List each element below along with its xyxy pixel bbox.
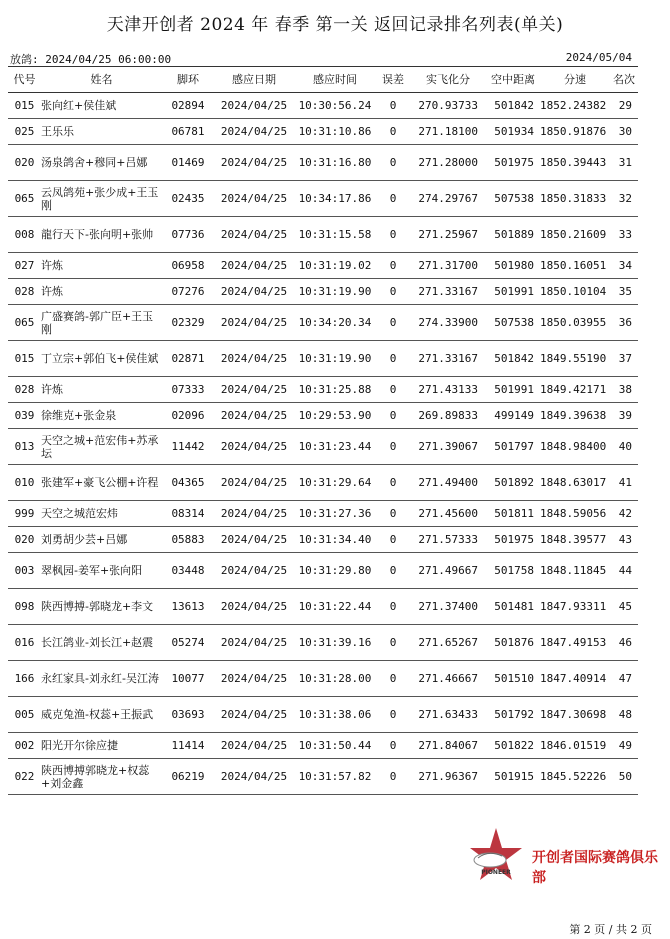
cell-code: 098 — [8, 589, 41, 625]
cell-name: 阳光开尔徐应捷 — [41, 733, 162, 759]
cell-ring: 10077 — [162, 661, 214, 697]
cell-name: 张建军+豪飞公棚+许程 — [41, 465, 162, 501]
cell-rank: 36 — [610, 305, 638, 341]
cell-date: 2024/04/25 — [214, 625, 294, 661]
cell-name: 陕西博搏郭晓龙+权蕊+刘金鑫 — [41, 759, 162, 795]
cell-dist: 501991 — [486, 279, 540, 305]
cell-fly: 274.29767 — [410, 181, 486, 217]
cell-fly: 269.89833 — [410, 403, 486, 429]
cell-speed: 1848.98400 — [540, 429, 610, 465]
cell-ring: 04365 — [162, 465, 214, 501]
cell-dist: 501876 — [486, 625, 540, 661]
cell-speed: 1850.39443 — [540, 145, 610, 181]
cell-dist: 501889 — [486, 217, 540, 253]
cell-ring: 02096 — [162, 403, 214, 429]
cell-err: 0 — [376, 217, 410, 253]
table-row — [8, 697, 638, 733]
cell-time: 10:31:38.06 — [294, 697, 376, 733]
cell-date: 2024/04/25 — [214, 589, 294, 625]
cell-rank: 37 — [610, 341, 638, 377]
cell-code: 002 — [8, 733, 41, 759]
cell-dist: 501481 — [486, 589, 540, 625]
cell-dist: 507538 — [486, 305, 540, 341]
cell-name: 广盛赛鸽-郭广臣+王玉刚 — [41, 305, 162, 341]
cell-rank: 47 — [610, 661, 638, 697]
cell-ring: 02435 — [162, 181, 214, 217]
cell-dist: 501915 — [486, 759, 540, 795]
cell-dist: 501792 — [486, 697, 540, 733]
cell-dist: 501975 — [486, 145, 540, 181]
table-row — [8, 589, 638, 625]
cell-ring: 06958 — [162, 253, 214, 279]
cell-err: 0 — [376, 625, 410, 661]
cell-code: 039 — [8, 403, 41, 429]
cell-date: 2024/04/25 — [214, 279, 294, 305]
cell-speed: 1849.55190 — [540, 341, 610, 377]
cell-date: 2024/04/25 — [214, 527, 294, 553]
page-footer: 第 2 页 / 共 2 页 — [569, 923, 652, 936]
cell-speed: 1852.24382 — [540, 93, 610, 119]
cell-time: 10:34:20.34 — [294, 305, 376, 341]
cell-code: 015 — [8, 93, 41, 119]
cell-fly: 271.18100 — [410, 119, 486, 145]
ranking-table — [8, 66, 638, 795]
cell-code: 008 — [8, 217, 41, 253]
cell-ring: 07333 — [162, 377, 214, 403]
cell-speed: 1848.59056 — [540, 501, 610, 527]
cell-speed: 1847.40914 — [540, 661, 610, 697]
cell-code: 027 — [8, 253, 41, 279]
cell-code: 065 — [8, 181, 41, 217]
cell-ring: 02871 — [162, 341, 214, 377]
cell-dist: 501892 — [486, 465, 540, 501]
cell-time: 10:31:19.90 — [294, 341, 376, 377]
cell-time: 10:31:29.64 — [294, 465, 376, 501]
cell-date: 2024/04/25 — [214, 429, 294, 465]
cell-time: 10:31:39.16 — [294, 625, 376, 661]
cell-speed: 1845.52226 — [540, 759, 610, 795]
cell-fly: 271.33167 — [410, 341, 486, 377]
cell-fly: 271.28000 — [410, 145, 486, 181]
cell-time: 10:30:56.24 — [294, 93, 376, 119]
cell-rank: 35 — [610, 279, 638, 305]
cell-code: 020 — [8, 527, 41, 553]
cell-name: 王乐乐 — [41, 119, 162, 145]
cell-rank: 42 — [610, 501, 638, 527]
table-row — [8, 759, 638, 795]
cell-time: 10:31:25.88 — [294, 377, 376, 403]
cell-speed: 1850.03955 — [540, 305, 610, 341]
cell-date: 2024/04/25 — [214, 377, 294, 403]
cell-name: 长江鸽业-刘长江+赵震 — [41, 625, 162, 661]
cell-dist: 501842 — [486, 93, 540, 119]
cell-err: 0 — [376, 279, 410, 305]
cell-name: 龍行天下-张向明+张帅 — [41, 217, 162, 253]
cell-fly: 271.63433 — [410, 697, 486, 733]
cell-code: 013 — [8, 429, 41, 465]
table-row — [8, 217, 638, 253]
cell-code: 016 — [8, 625, 41, 661]
cell-fly: 270.93733 — [410, 93, 486, 119]
cell-time: 10:31:29.80 — [294, 553, 376, 589]
col-time-header: 感应时间 — [294, 66, 376, 93]
cell-fly: 271.37400 — [410, 589, 486, 625]
cell-name: 张向红+侯佳斌 — [41, 93, 162, 119]
cell-dist: 501934 — [486, 119, 540, 145]
cell-err: 0 — [376, 119, 410, 145]
cell-name: 云凤鸽苑+张少成+王玉刚 — [41, 181, 162, 217]
cell-date: 2024/04/25 — [214, 403, 294, 429]
cell-fly: 271.33167 — [410, 279, 486, 305]
cell-rank: 48 — [610, 697, 638, 733]
cell-err: 0 — [376, 733, 410, 759]
col-ring-header: 脚环 — [162, 66, 214, 93]
cell-time: 10:31:23.44 — [294, 429, 376, 465]
cell-time: 10:31:16.80 — [294, 145, 376, 181]
cell-dist: 501842 — [486, 341, 540, 377]
col-date-header: 感应日期 — [214, 66, 294, 93]
cell-err: 0 — [376, 589, 410, 625]
cell-ring: 07276 — [162, 279, 214, 305]
cell-fly: 271.65267 — [410, 625, 486, 661]
cell-date: 2024/04/25 — [214, 305, 294, 341]
table-row — [8, 403, 638, 429]
cell-date: 2024/04/25 — [214, 217, 294, 253]
cell-fly: 271.43133 — [410, 377, 486, 403]
cell-dist: 501797 — [486, 429, 540, 465]
cell-fly: 271.45600 — [410, 501, 486, 527]
cell-date: 2024/04/25 — [214, 759, 294, 795]
cell-name: 丁立宗+郭伯飞+侯佳斌 — [41, 341, 162, 377]
cell-speed: 1850.16051 — [540, 253, 610, 279]
cell-date: 2024/04/25 — [214, 119, 294, 145]
cell-name: 威克兔渔-权蕊+王振武 — [41, 697, 162, 733]
cell-err: 0 — [376, 661, 410, 697]
cell-code: 028 — [8, 279, 41, 305]
cell-err: 0 — [376, 253, 410, 279]
cell-code: 025 — [8, 119, 41, 145]
cell-err: 0 — [376, 341, 410, 377]
table-row — [8, 305, 638, 341]
cell-code: 005 — [8, 697, 41, 733]
cell-dist: 501975 — [486, 527, 540, 553]
table-row — [8, 733, 638, 759]
cell-name: 汤泉鸽舍+穆同+吕娜 — [41, 145, 162, 181]
cell-date: 2024/04/25 — [214, 341, 294, 377]
table-row — [8, 625, 638, 661]
cell-fly: 274.33900 — [410, 305, 486, 341]
cell-err: 0 — [376, 305, 410, 341]
cell-code: 010 — [8, 465, 41, 501]
cell-time: 10:31:19.90 — [294, 279, 376, 305]
cell-name: 永红家具-刘永红-吴江涛 — [41, 661, 162, 697]
table-header-row — [8, 66, 638, 93]
cell-rank: 31 — [610, 145, 638, 181]
cell-time: 10:31:15.58 — [294, 217, 376, 253]
cell-code: 015 — [8, 341, 41, 377]
cell-fly: 271.49400 — [410, 465, 486, 501]
pioneer-logo — [468, 826, 524, 886]
cell-date: 2024/04/25 — [214, 661, 294, 697]
table-row — [8, 181, 638, 217]
cell-fly: 271.57333 — [410, 527, 486, 553]
cell-ring: 05274 — [162, 625, 214, 661]
cell-ring: 05883 — [162, 527, 214, 553]
cell-speed: 1848.63017 — [540, 465, 610, 501]
logo-lettering: PIONEER — [481, 869, 511, 876]
cell-dist: 501991 — [486, 377, 540, 403]
cell-speed: 1850.31833 — [540, 181, 610, 217]
cell-dist: 499149 — [486, 403, 540, 429]
cell-time: 10:31:22.44 — [294, 589, 376, 625]
print-date: 2024/05/04 — [565, 51, 632, 64]
cell-date: 2024/04/25 — [214, 145, 294, 181]
table-row — [8, 429, 638, 465]
cell-err: 0 — [376, 501, 410, 527]
table-row — [8, 501, 638, 527]
cell-name: 刘勇胡少芸+吕娜 — [41, 527, 162, 553]
cell-dist: 501510 — [486, 661, 540, 697]
cell-speed: 1847.49153 — [540, 625, 610, 661]
cell-speed: 1848.39577 — [540, 527, 610, 553]
cell-speed: 1848.11845 — [540, 553, 610, 589]
col-name-header: 姓名 — [41, 66, 162, 93]
cell-name: 陕西博搏-郭晓龙+李文 — [41, 589, 162, 625]
cell-ring: 11442 — [162, 429, 214, 465]
cell-rank: 44 — [610, 553, 638, 589]
cell-date: 2024/04/25 — [214, 93, 294, 119]
cell-rank: 41 — [610, 465, 638, 501]
cell-err: 0 — [376, 527, 410, 553]
cell-fly: 271.84067 — [410, 733, 486, 759]
cell-fly: 271.96367 — [410, 759, 486, 795]
cell-err: 0 — [376, 181, 410, 217]
col-err-header: 误差 — [376, 66, 410, 93]
cell-err: 0 — [376, 697, 410, 733]
cell-name: 天空之城+范宏伟+苏承坛 — [41, 429, 162, 465]
cell-speed: 1846.01519 — [540, 733, 610, 759]
wing-icon — [474, 853, 506, 867]
cell-rank: 34 — [610, 253, 638, 279]
cell-rank: 32 — [610, 181, 638, 217]
page-title: 天津开创者 2024 年 春季 第一关 返回记录排名列表(单关) — [106, 15, 564, 35]
cell-rank: 39 — [610, 403, 638, 429]
cell-name: 许炼 — [41, 279, 162, 305]
cell-name: 许炼 — [41, 377, 162, 403]
cell-date: 2024/04/25 — [214, 553, 294, 589]
cell-ring: 06781 — [162, 119, 214, 145]
cell-ring: 11414 — [162, 733, 214, 759]
table-row — [8, 145, 638, 181]
cell-err: 0 — [376, 377, 410, 403]
cell-time: 10:34:17.86 — [294, 181, 376, 217]
col-speed-header: 分速 — [540, 66, 610, 93]
table-row — [8, 377, 638, 403]
cell-dist: 501811 — [486, 501, 540, 527]
cell-time: 10:31:10.86 — [294, 119, 376, 145]
col-fly-header: 实飞化分 — [410, 66, 486, 93]
cell-fly: 271.25967 — [410, 217, 486, 253]
col-dist-header: 空中距离 — [486, 66, 540, 93]
cell-time: 10:31:50.44 — [294, 733, 376, 759]
cell-rank: 40 — [610, 429, 638, 465]
cell-dist: 507538 — [486, 181, 540, 217]
cell-date: 2024/04/25 — [214, 697, 294, 733]
cell-rank: 33 — [610, 217, 638, 253]
cell-rank: 29 — [610, 93, 638, 119]
cell-time: 10:31:19.02 — [294, 253, 376, 279]
cell-code: 003 — [8, 553, 41, 589]
cell-speed: 1849.39638 — [540, 403, 610, 429]
club-name: 开创者国际赛鸽俱乐部 — [532, 850, 658, 886]
cell-rank: 50 — [610, 759, 638, 795]
cell-date: 2024/04/25 — [214, 181, 294, 217]
cell-date: 2024/04/25 — [214, 253, 294, 279]
cell-time: 10:31:27.36 — [294, 501, 376, 527]
cell-code: 999 — [8, 501, 41, 527]
cell-code: 020 — [8, 145, 41, 181]
cell-dist: 501980 — [486, 253, 540, 279]
cell-speed: 1847.30698 — [540, 697, 610, 733]
col-rank-header: 名次 — [610, 66, 638, 93]
cell-ring: 07736 — [162, 217, 214, 253]
cell-dist: 501758 — [486, 553, 540, 589]
cell-name: 徐维克+张金泉 — [41, 403, 162, 429]
cell-rank: 43 — [610, 527, 638, 553]
table-row — [8, 279, 638, 305]
cell-ring: 03693 — [162, 697, 214, 733]
cell-date: 2024/04/25 — [214, 501, 294, 527]
cell-ring: 06219 — [162, 759, 214, 795]
cell-err: 0 — [376, 759, 410, 795]
cell-err: 0 — [376, 465, 410, 501]
cell-name: 许炼 — [41, 253, 162, 279]
cell-ring: 03448 — [162, 553, 214, 589]
cell-time: 10:31:57.82 — [294, 759, 376, 795]
table-row — [8, 93, 638, 119]
cell-name: 天空之城范宏炜 — [41, 501, 162, 527]
cell-ring: 02894 — [162, 93, 214, 119]
cell-speed: 1850.91876 — [540, 119, 610, 145]
cell-time: 10:29:53.90 — [294, 403, 376, 429]
cell-rank: 49 — [610, 733, 638, 759]
cell-fly: 271.49667 — [410, 553, 486, 589]
table-row — [8, 527, 638, 553]
table-row — [8, 119, 638, 145]
cell-rank: 45 — [610, 589, 638, 625]
cell-time: 10:31:28.00 — [294, 661, 376, 697]
release-time: 放鸽: 2024/04/25 06:00:00 — [10, 53, 172, 66]
cell-date: 2024/04/25 — [214, 465, 294, 501]
cell-rank: 38 — [610, 377, 638, 403]
cell-err: 0 — [376, 553, 410, 589]
cell-fly: 271.46667 — [410, 661, 486, 697]
cell-ring: 08314 — [162, 501, 214, 527]
table-row — [8, 661, 638, 697]
cell-ring: 01469 — [162, 145, 214, 181]
cell-err: 0 — [376, 429, 410, 465]
cell-speed: 1849.42171 — [540, 377, 610, 403]
cell-rank: 46 — [610, 625, 638, 661]
cell-code: 065 — [8, 305, 41, 341]
table-row — [8, 341, 638, 377]
cell-date: 2024/04/25 — [214, 733, 294, 759]
cell-speed: 1850.21609 — [540, 217, 610, 253]
table-row — [8, 465, 638, 501]
cell-speed: 1850.10104 — [540, 279, 610, 305]
cell-ring: 02329 — [162, 305, 214, 341]
table-row — [8, 253, 638, 279]
cell-time: 10:31:34.40 — [294, 527, 376, 553]
table-row — [8, 553, 638, 589]
cell-fly: 271.31700 — [410, 253, 486, 279]
cell-rank: 30 — [610, 119, 638, 145]
cell-err: 0 — [376, 145, 410, 181]
cell-code: 028 — [8, 377, 41, 403]
cell-code: 022 — [8, 759, 41, 795]
cell-fly: 271.39067 — [410, 429, 486, 465]
cell-name: 翠枫园-姜军+张向阳 — [41, 553, 162, 589]
cell-code: 166 — [8, 661, 41, 697]
cell-dist: 501822 — [486, 733, 540, 759]
cell-ring: 13613 — [162, 589, 214, 625]
table-body — [8, 93, 638, 795]
cell-err: 0 — [376, 403, 410, 429]
cell-speed: 1847.93311 — [540, 589, 610, 625]
cell-err: 0 — [376, 93, 410, 119]
col-code-header: 代号 — [8, 66, 41, 93]
